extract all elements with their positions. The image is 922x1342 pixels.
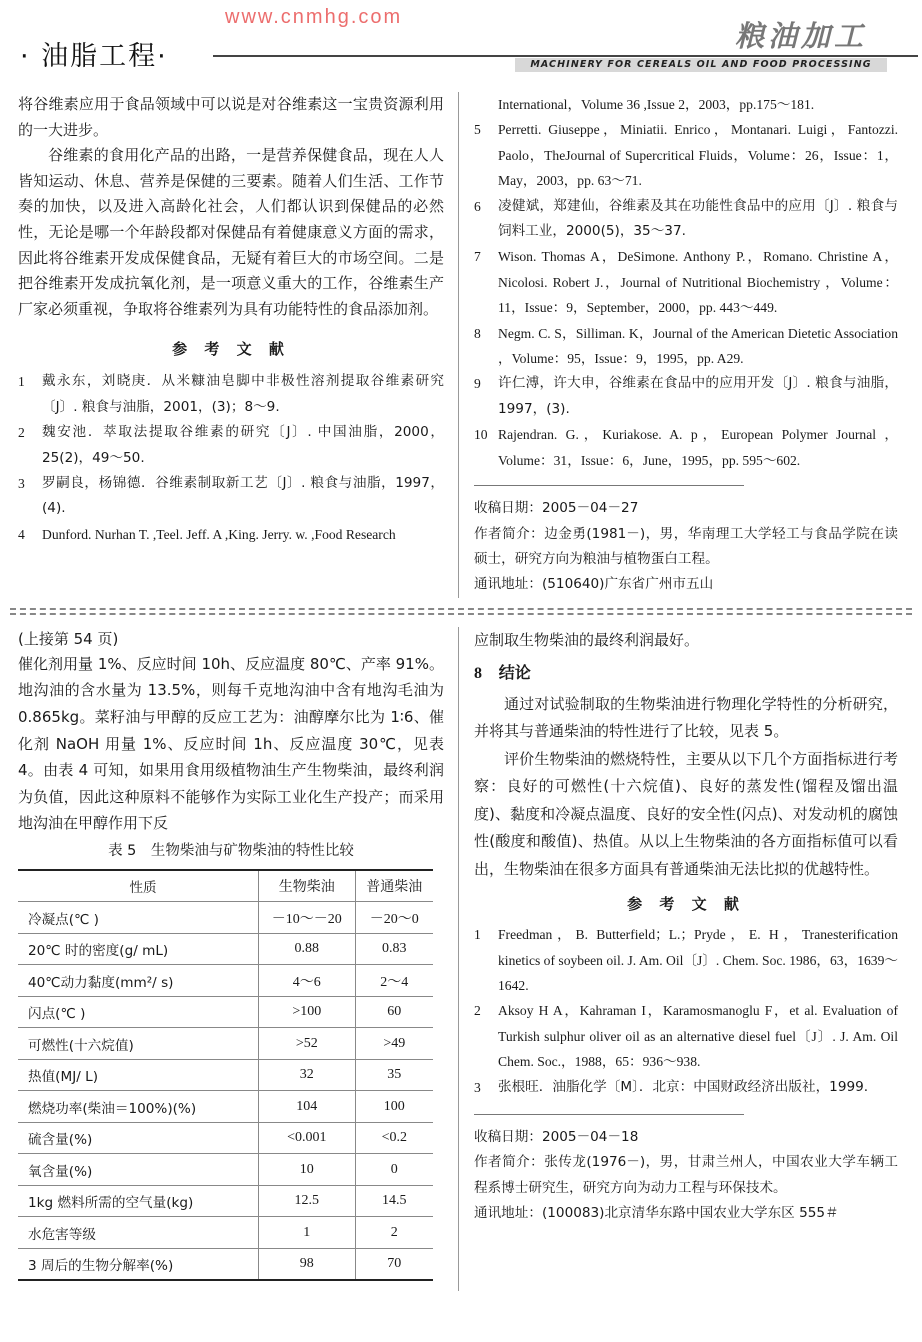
body-paragraph: 谷维素的食用化产品的出路，一是营养保健食品，现在人人皆知运动、休息、营养是保健的三要素。随着人们生活、工作节奏的加快，以及进入高龄化社会，人们都认识到保健品的必然性，无论是哪一个年龄段都对保健品有着健康意义方面的需求，因此将谷维素开发成保健食品，无疑有着巨大的市场空间。二是把谷维素开发成抗氧化剂，是一项意义重大的工作，谷维素生产厂家必须重视，争取将谷维素列为具有功能特性的食品添加剂。: [18, 146, 444, 318]
reference-item: 10 Rajendran. G.，Kuriakose. A. p，European Polymer Journal ，Volume：31，Issue：6，June，1995，pp. 595～602.: [474, 427, 898, 468]
biodiesel-value: <0.001: [259, 1122, 356, 1154]
table-row: [18, 1185, 433, 1217]
table-row: [18, 933, 433, 965]
diesel-value: >49: [355, 1028, 433, 1060]
biodiesel-value: 98: [259, 1248, 356, 1280]
column-header: 普通柴油: [355, 870, 433, 902]
diesel-value: 2: [355, 1217, 433, 1249]
footnote-rule: [474, 485, 744, 486]
properties-table: [18, 869, 433, 1282]
header-rule: [213, 55, 918, 57]
property-cell: 1kg 燃料所需的空气量(kg): [18, 1185, 259, 1217]
separator-line: [10, 613, 912, 615]
top-left-column: [18, 92, 444, 598]
body-paragraph: 评价生物柴油的燃烧特性，主要从以下几个方面指标进行考察：良好的可燃性(十六烷值)、良好的蒸发性(馏程及馏出温度)、黏度和冷凝点温度、良好的安全性(闪点)、对发动机的腐蚀性(酸度和酸值)、热值。从以上生物柴油的各方面指标值可以看出，生物柴油在很多方面具有普通柴油无法比拟的优越特性。: [474, 749, 898, 878]
property-cell: 水危害等级: [18, 1217, 259, 1249]
table-row: [18, 996, 433, 1028]
received-date: 收稿日期：2005－04－27: [474, 500, 639, 517]
column-header: 性质: [18, 870, 259, 902]
property-cell: 闪点(℃ ): [18, 996, 259, 1028]
article-separator: [10, 608, 912, 615]
property-cell: 热值(MJ/ L): [18, 1059, 259, 1091]
property-cell: 40℃动力黏度(mm²/ s): [18, 965, 259, 997]
bottom-right-column: [474, 627, 898, 1292]
biodiesel-value: 104: [259, 1091, 356, 1123]
table-row: [18, 1248, 433, 1280]
footnote-rule: [474, 1114, 744, 1115]
author-bio: 作者简介：边金勇(1981－)，男，华南理工大学轻工与食品学院在读硕士，研究方向为粮油与植物蛋白工程。: [474, 525, 898, 567]
table-row: [18, 1122, 433, 1154]
reference-item: 3 罗嗣良，杨锦德．谷维素制取新工艺〔J〕. 粮食与油脂，1997，(4).: [18, 474, 444, 517]
table-row: [18, 1028, 433, 1060]
reference-item: 3 张根旺．油脂化学〔M〕．北京：中国财政经济出版社，1999.: [474, 1078, 869, 1095]
body-paragraph: 将谷维素应用于食品领域中可以说是对谷维素这一宝贵资源利用的一大进步。: [18, 95, 444, 139]
diesel-value: <0.2: [355, 1122, 433, 1154]
biodiesel-value: 10: [259, 1154, 356, 1186]
biodiesel-value: －10～－20: [259, 902, 356, 934]
reference-item: 1 Freedman，B. Butterfield；L.；Pryde，E. H，Tranesterification kinetics of soybeen oil. J. Am. Oil〔J〕. Chem. Soc. 1986，63，1639～1642.: [474, 927, 898, 994]
column-divider: [458, 92, 459, 598]
diesel-value: 35: [355, 1059, 433, 1091]
diesel-value: 100: [355, 1091, 433, 1123]
top-right-column: [474, 92, 898, 598]
reference-continuation: International，Volume 36 ,Issue 2，2003，pp.175～181.: [498, 97, 815, 112]
table-row: [18, 965, 433, 997]
table-row: [18, 1091, 433, 1123]
contact-address: 通讯地址：(100083)北京清华东路中国农业大学东区 555＃: [474, 1205, 839, 1222]
reference-item: 2 魏安池．萃取法提取谷维素的研究〔J〕. 中国油脂，2000，25(2)，49～50.: [18, 424, 444, 466]
reference-item: 1 戴永东，刘晓庚．从米糠油皂脚中非极性溶剂提取谷维素研究〔J〕. 粮食与油脂，2001，(3)；8～9.: [18, 373, 444, 415]
column-header: 生物柴油: [259, 870, 356, 902]
diesel-value: －20～0: [355, 902, 433, 934]
biodiesel-value: >52: [259, 1028, 356, 1060]
body-paragraph: 通过对试验制取的生物柴油进行物理化学特性的分析研究，并将其与普通柴油的特性进行了比较，见表 5。: [474, 694, 898, 741]
biodiesel-value: 12.5: [259, 1185, 356, 1217]
journal-subtitle: MACHINERY FOR CEREALS OIL AND FOOD PROCESSING: [515, 58, 887, 72]
property-cell: 氧含量(%): [18, 1154, 259, 1186]
reference-item: 6 凌健斌，郑建仙，谷维素及其在功能性食品中的应用〔J〕. 粮食与饲料工业，2000(5)，35～37.: [474, 197, 898, 240]
table-header-row: [18, 870, 433, 902]
reference-item: 7 Wison. Thomas A，DeSimone. Anthony P.，Romano. Christine A，Nicolosi. Robert J.，Journal of Nutritional Biochemistry ，Volume：11，Issue：9，September，2000，pp. 443～449.: [474, 249, 898, 316]
reference-item: 4 Dunford. Nurhan T. ,Teel. Jeff. A ,King. Jerry. w. ,Food Research: [18, 526, 396, 542]
diesel-value: 0: [355, 1154, 433, 1186]
contact-address: 通讯地址：(510640)广东省广州市五山: [474, 576, 714, 593]
biodiesel-value: 4～6: [259, 965, 356, 997]
diesel-value: 0.83: [355, 933, 433, 965]
page-header: [0, 0, 922, 92]
table-row: [18, 902, 433, 934]
biodiesel-value: 1: [259, 1217, 356, 1249]
property-cell: 燃烧功率(柴油＝100%)(%): [18, 1091, 259, 1123]
biodiesel-value: >100: [259, 996, 356, 1028]
reference-item: 5 Perretti. Giuseppe，Miniatii. Enrico，Montanari. Luigi，Fantozzi. Paolo，TheJournal of Supercritical Fluids，Volume：26，Issue：1，May，2003，pp. 63～71.: [474, 122, 898, 189]
property-cell: 20℃ 时的密度(g/ mL): [18, 933, 259, 965]
diesel-value: 70: [355, 1248, 433, 1280]
property-cell: 3 周后的生物分解率(%): [18, 1248, 259, 1280]
table-row: [18, 1059, 433, 1091]
property-cell: 可燃性(十六烷值): [18, 1028, 259, 1060]
watermark: www.cnmhg.com: [225, 6, 403, 28]
references-heading: 参 考 文 献: [627, 895, 745, 914]
diesel-value: 14.5: [355, 1185, 433, 1217]
diesel-value: 60: [355, 996, 433, 1028]
reference-item: 2 Aksoy H A，Kahraman I，Karamosmanoglu F，et al. Evaluation of Turkish sulphur oliver oil as an alternative diesel fuel〔J〕. J. Am. Oil Chem. Soc.，1988，65：936～938.: [474, 1003, 898, 1070]
reference-item: 9 许仁溥，许大申，谷维素在食品中的应用开发〔J〕. 粮食与油脂，1997，(3).: [474, 375, 898, 417]
table-row: [18, 1154, 433, 1186]
column-divider: [458, 627, 459, 1292]
body-paragraph: 应制取生物柴油的最终利润最好。: [474, 630, 700, 649]
table-caption: 表 5 生物柴油与矿物柴油的特性比较: [108, 842, 354, 859]
biodiesel-value: 0.88: [259, 933, 356, 965]
continued-from-note: (上接第 54 页): [18, 629, 119, 648]
separator-line: [10, 608, 912, 610]
body-paragraph: 催化剂用量 1%、反应时间 10h、反应温度 80℃、产率 91%。地沟油的含水量为 13.5%，则每千克地沟油中含有地沟毛油为 0.865kg。菜籽油与甲醇的反应工艺为：油醇摩尔比为 1∶6、催化剂 NaOH 用量 1%、反应时间 1h、反应温度 30℃，见表 4。由表 4 可知，如果用食用级植物油生产生物柴油，最终利润为负值，因此这种原料不能够作为实际工业化生产投产；而采用地沟油在甲醇作用下反: [18, 654, 444, 833]
author-bio: 作者简介：张传龙(1976－)，男，甘肃兰州人，中国农业大学车辆工程系博士研究生，研究方向为动力工程与环保技术。: [474, 1154, 898, 1196]
section-title: · 油脂工程·: [20, 41, 168, 72]
bottom-left-column: [18, 627, 444, 1292]
diesel-value: 2～4: [355, 965, 433, 997]
received-date: 收稿日期：2005－04－18: [474, 1129, 639, 1146]
section-heading: 8 结论: [474, 662, 531, 682]
property-cell: 硫含量(%): [18, 1122, 259, 1154]
bottom-article: [0, 627, 922, 1292]
top-article: [0, 92, 922, 598]
property-cell: 冷凝点(℃ ): [18, 902, 259, 934]
journal-logo: 粮油加工: [735, 19, 868, 53]
references-heading: 参 考 文 献: [172, 340, 290, 359]
biodiesel-value: 32: [259, 1059, 356, 1091]
table-row: [18, 1217, 433, 1249]
reference-item: 8 Negm. C. S，Silliman. K，Journal of the American Dietetic Association ，Volume：95，Issue：9，1995，pp. A29.: [474, 325, 898, 367]
